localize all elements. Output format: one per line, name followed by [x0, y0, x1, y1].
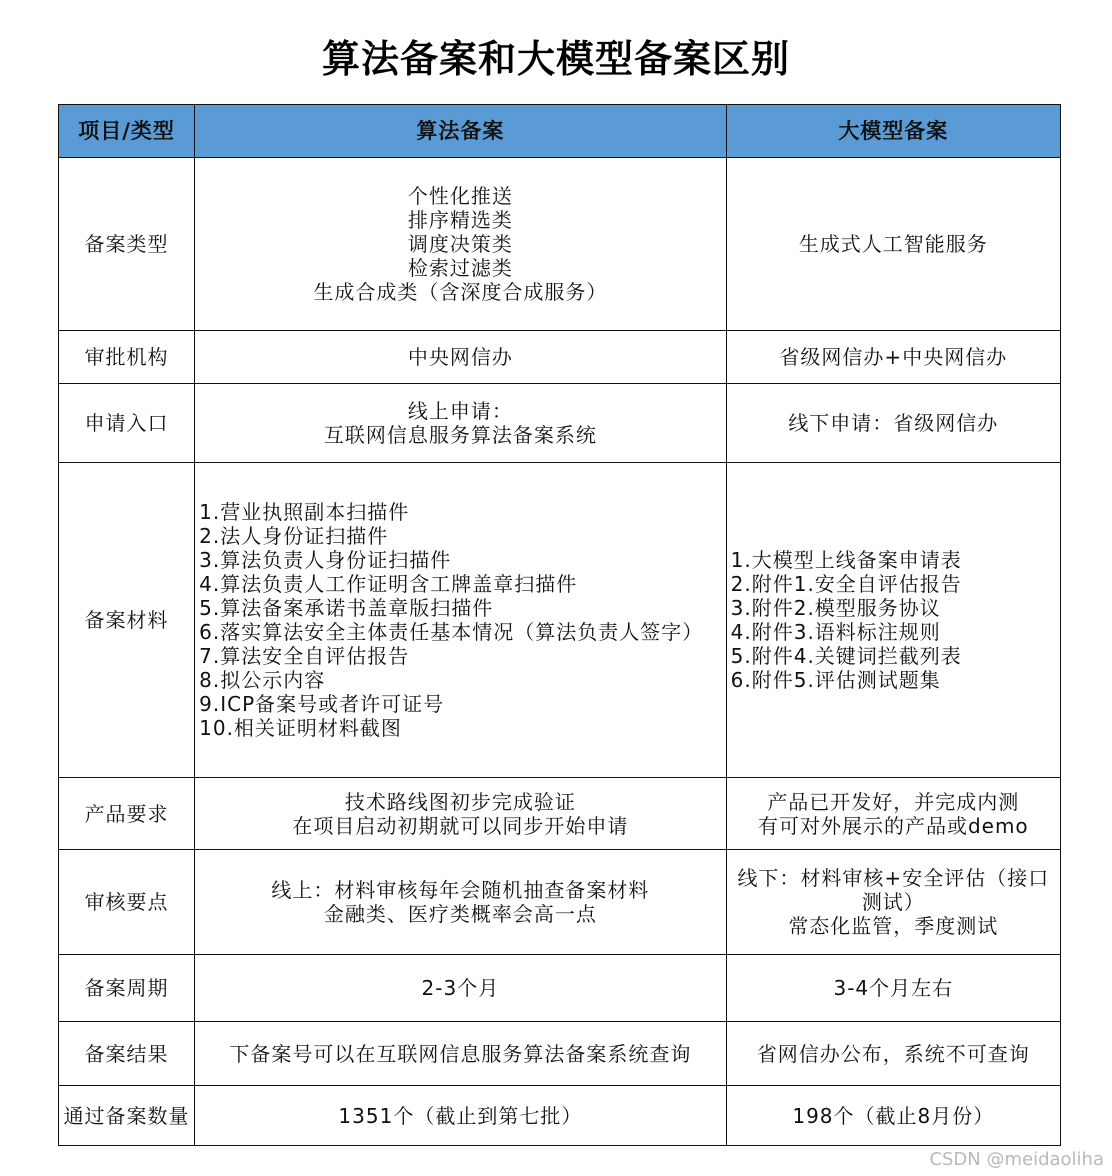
table-row [59, 331, 1061, 384]
llm-cell [726, 778, 1060, 850]
cell-line: 3-4个月左右 [833, 976, 954, 1000]
llm-cell [726, 1086, 1060, 1146]
llm-cell [726, 158, 1060, 331]
cell-line: 技术路线图初步完成验证 [344, 789, 576, 814]
algo-cell [195, 158, 727, 331]
row-label: 备案材料 [59, 463, 195, 778]
table-row [59, 850, 1061, 955]
cell-line: 互联网信息服务算法备案系统 [323, 423, 597, 447]
list-item: 9.ICP备案号或者许可证号 [199, 692, 445, 716]
list-item: 8.拟公示内容 [199, 668, 326, 692]
row-label: 审批机构 [59, 331, 195, 384]
list-item: 1.大模型上线备案申请表 [730, 548, 962, 572]
list-item: 3.算法负责人身份证扫描件 [199, 548, 452, 572]
list-item: 1.营业执照副本扫描件 [199, 500, 410, 524]
list-item: 4.附件3.语料标注规则 [730, 620, 941, 644]
algo-cell [195, 384, 727, 463]
cell-line: 2-3个月 [421, 976, 500, 1000]
cell-line: 198个（截止8月份） [792, 1103, 995, 1128]
algo-cell [195, 463, 727, 778]
algo-cell [195, 1022, 727, 1086]
cell-line: 生成合成类（含深度合成服务） [313, 280, 608, 304]
cell-line: 在项目启动初期就可以同步开始申请 [292, 813, 629, 838]
cell-line: 线上：材料审核每年会随机抽查备案材料 [271, 878, 650, 902]
cell-line: 中央网信办 [407, 345, 513, 369]
cell-line: 下备案号可以在互联网信息服务算法备案系统查询 [229, 1041, 692, 1066]
row-label: 申请入口 [59, 384, 195, 463]
cell-line: 检索过滤类 [407, 256, 513, 280]
cell-line: 有可对外展示的产品或demo [757, 813, 1029, 838]
cell-line: 省网信办公布，系统不可查询 [756, 1041, 1030, 1066]
cell-line: 产品已开发好，并完成内测 [767, 789, 1020, 814]
list-item: 6.落实算法安全主体责任基本情况（算法负责人签字） [199, 620, 704, 644]
cell-line: 测试） [861, 890, 925, 914]
algo-cell [195, 331, 727, 384]
table-row [59, 778, 1061, 850]
list-item: 5.附件4.关键词拦截列表 [730, 644, 962, 668]
table-row [59, 384, 1061, 463]
csdn-watermark: CSDN @meidaoliha [929, 1149, 1104, 1170]
algo-cell [195, 1086, 727, 1146]
row-label: 审核要点 [59, 850, 195, 955]
row-label: 备案周期 [59, 955, 195, 1022]
list-item: 2.附件1.安全自评估报告 [730, 572, 962, 596]
header-algorithm-filing: 算法备案 [195, 105, 727, 158]
header-item-type: 项目/类型 [59, 105, 195, 158]
list-item: 2.法人身份证扫描件 [199, 524, 389, 548]
cell-line: 线下：材料审核+安全评估（接口 [737, 866, 1050, 890]
cell-line: 调度决策类 [407, 232, 513, 256]
cell-line: 排序精选类 [407, 208, 513, 232]
cell-line: 生成式人工智能服务 [798, 232, 988, 256]
header-llm-filing: 大模型备案 [726, 105, 1060, 158]
cell-line: 线下申请：省级网信办 [788, 411, 999, 435]
row-label: 通过备案数量 [59, 1086, 195, 1146]
table-header-row [59, 105, 1061, 158]
page-title: 算法备案和大模型备案区别 [321, 37, 790, 81]
cell-line: 金融类、医疗类概率会高一点 [323, 902, 597, 926]
list-item: 3.附件2.模型服务协议 [730, 596, 941, 620]
table-row [59, 1022, 1061, 1086]
list-item: 10.相关证明材料截图 [199, 716, 402, 740]
row-label: 备案结果 [59, 1022, 195, 1086]
llm-cell [726, 1022, 1060, 1086]
cell-line: 1351个（截止到第七批） [338, 1103, 583, 1128]
table-row [59, 1086, 1061, 1146]
algo-cell [195, 778, 727, 850]
cell-line: 省级网信办+中央网信办 [779, 345, 1008, 369]
list-item: 5.算法备案承诺书盖章版扫描件 [199, 596, 494, 620]
table-row [59, 158, 1061, 331]
list-item: 7.算法安全自评估报告 [199, 644, 410, 668]
cell-line: 个性化推送 [407, 184, 513, 208]
llm-cell [726, 331, 1060, 384]
llm-cell [726, 955, 1060, 1022]
llm-cell [726, 850, 1060, 955]
table-row [59, 463, 1061, 778]
algo-cell [195, 955, 727, 1022]
table-row [59, 955, 1061, 1022]
cell-line: 常态化监管，季度测试 [788, 914, 999, 938]
llm-cell [726, 463, 1060, 778]
cell-line: 线上申请： [407, 399, 513, 423]
llm-cell [726, 384, 1060, 463]
row-label: 产品要求 [59, 778, 195, 850]
algo-cell [195, 850, 727, 955]
comparison-table [58, 104, 1061, 1146]
list-item: 4.算法负责人工作证明含工牌盖章扫描件 [199, 572, 578, 596]
list-item: 6.附件5.评估测试题集 [730, 668, 941, 692]
row-label: 备案类型 [59, 158, 195, 331]
